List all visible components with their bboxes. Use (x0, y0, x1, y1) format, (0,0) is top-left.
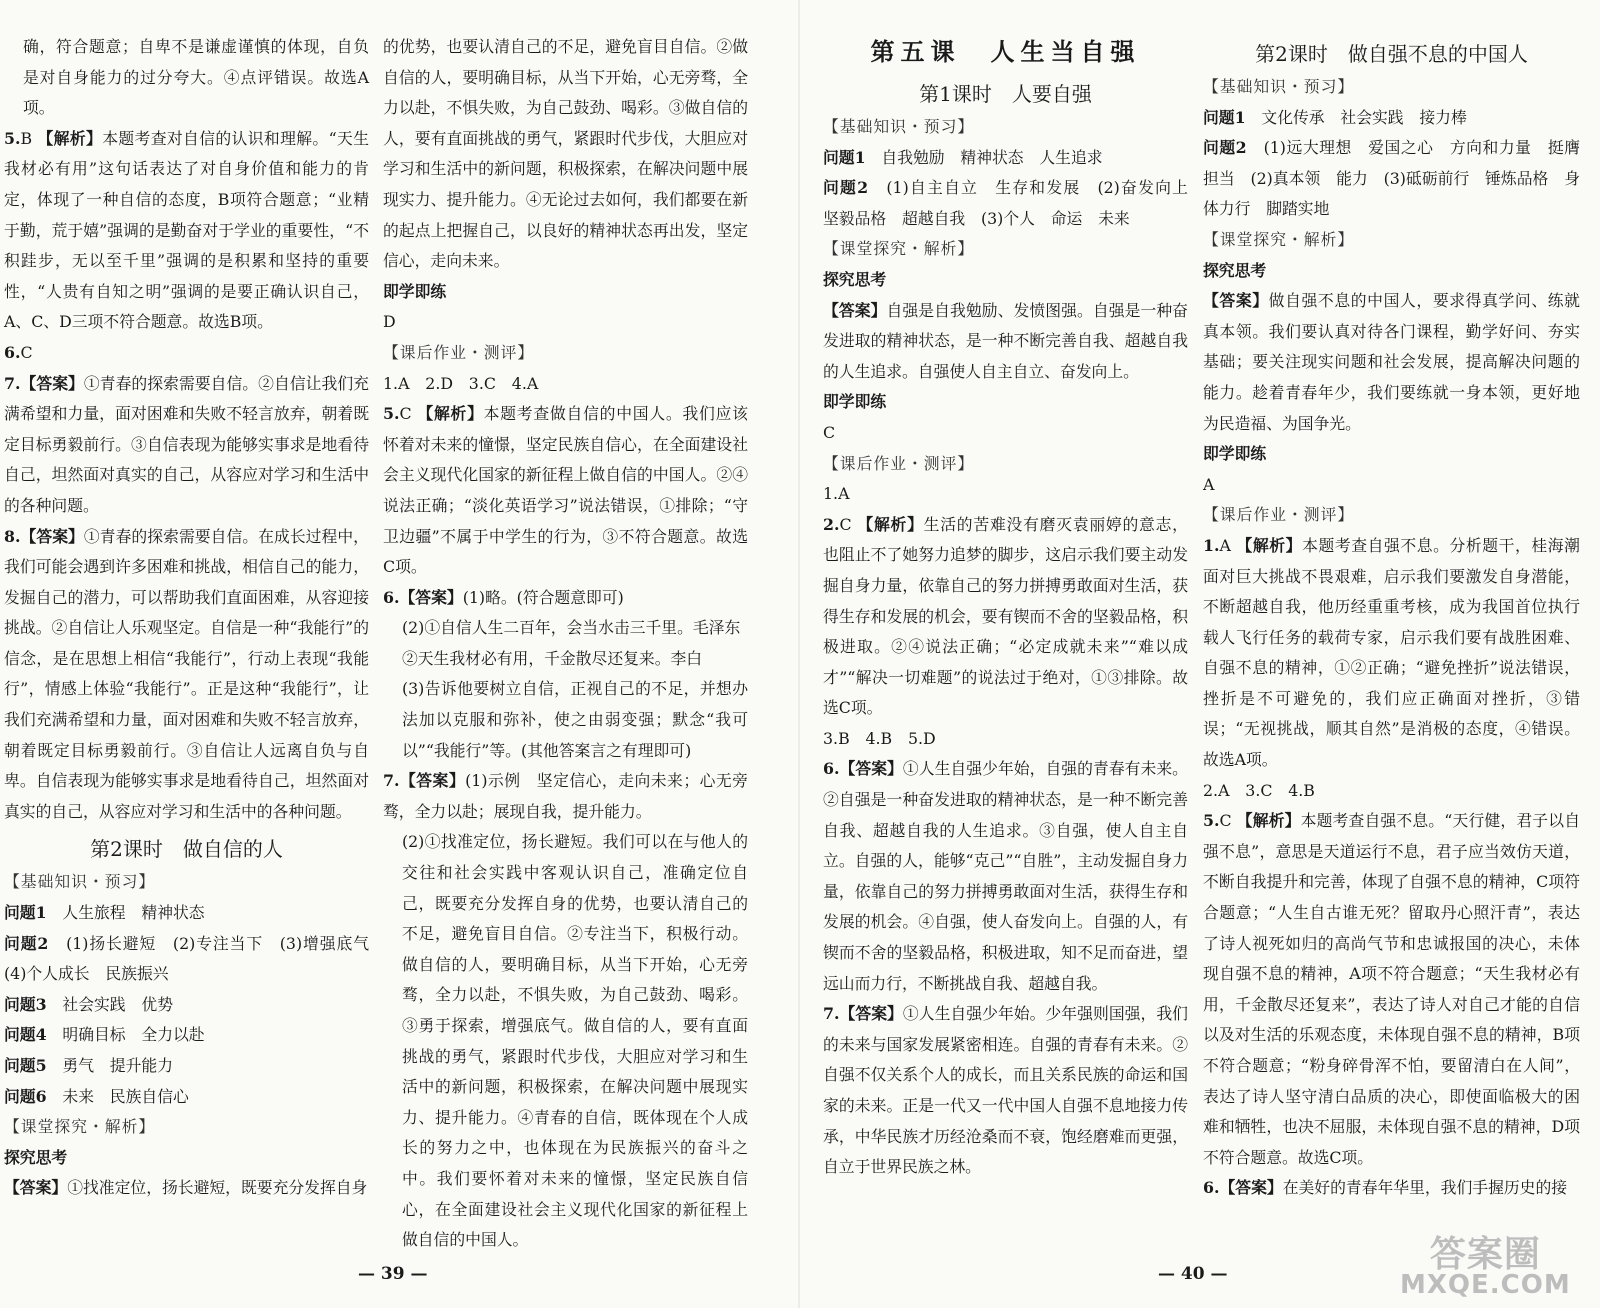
answer-item (1203, 531, 1580, 776)
answer-item (823, 724, 1188, 755)
answer-tag: 【答案】 (20, 373, 84, 393)
section-label: 【课堂探究・解析】 (823, 239, 975, 259)
question-label: 问题2 (1203, 138, 1247, 158)
answer-item (1203, 806, 1580, 1173)
answer-item (4, 338, 369, 369)
item-text: (2)①自信人生二百年，会当水击三千里。毛泽东 (401, 618, 741, 638)
answer-tag: 【答案】 (4, 1178, 68, 1198)
answer-tag: 【解析】 (1236, 535, 1303, 555)
question-label: 问题1 (1203, 107, 1246, 127)
item-text: 生活的苦难没有磨灭袁丽婷的意志，也阻止不了她努力追梦的脚步，这启示我们要主动发掘自身力量，依靠自己的努力拼搏勇敢面对生活，获得生存和发展的机会，要有锲而不舍的坚毅品格，积极进取。②④说法正确；“必定成就未来”“难以成才”“解决一切难题”的说法过于绝对，①③排除。故选C项。 (823, 514, 1188, 718)
item-number: 2. (823, 514, 840, 534)
item-number: 7. (823, 1004, 840, 1024)
lesson-heading: 第五课 人生当自强 (870, 37, 1141, 66)
answer-item (4, 32, 369, 124)
subheading: 探究思考 (823, 269, 887, 289)
question-label: 问题4 (4, 1025, 47, 1045)
question-label: 问题3 (4, 994, 47, 1014)
item-number: 6. (383, 587, 400, 607)
item-choice: B (20, 128, 33, 148)
answer-item (4, 898, 369, 929)
answer-item (823, 143, 1188, 174)
item-text: 本题考查做自信的中国人。我们应该怀着对未来的憧憬，坚定民族自信心，在全面建设社会主义现代化国家的新征程上做自信的中国人。②④说法正确；“淡化英语学习”说法错误，①排除；“守卫边疆”不属于中学生的行为，③不符合题意。故选C项。 (383, 404, 748, 577)
answer-item (4, 929, 385, 990)
item-text: 3.B 4.B 5.D (823, 728, 936, 748)
section-label: 【课后作业・测评】 (383, 342, 535, 362)
section-label: 【课堂探究・解析】 (1203, 229, 1355, 249)
answer-item (823, 418, 1188, 449)
question-label: 问题1 (4, 903, 47, 923)
subheading: 探究思考 (4, 1147, 68, 1167)
item-number: 8. (4, 526, 21, 546)
item-text: (2)①找准定位，扬长避短。我们可以在与他人的交往和社会实践中客观认识自己，准确定位自己，既要充分发挥自身的优势，也要认清自己的不足，避免盲目自信。②专注当下，积极行动。做自信的人，要明确目标，从当下开始，心无旁骛，全力以赴，不惧失败，为自己鼓劲、喝彩。③勇于探索，增强底气。做自信的人，要有直面挑战的勇气，紧跟时代步伐，大胆应对学习和生活中的新问题，积极探索，在解决问题中展现实力、提升能力。④青春的自信，既体现在个人成长的努力之中，也体现在为民族振兴的奋斗之中。我们要怀着对未来的憧憬，坚定民族自信心，在全面建设社会主义现代化国家的新征程上做自信的中国人。 (401, 832, 748, 1250)
answer-item (383, 399, 748, 583)
answer-item (1203, 776, 1580, 807)
answer-item (383, 766, 748, 827)
item-text: 1.A 2.D 3.C 4.A (383, 373, 539, 393)
answer-item (1203, 470, 1580, 501)
answer-item (383, 613, 748, 644)
answer-item (823, 296, 1188, 388)
item-text: ①人生自强少年始，自强的青春有未来。②自强是一种奋发进取的精神状态，是一种不断完善自我、超越自我的人生追求。③自强，使人自主自立。自强的人，能够“克己”“自胜”，主动发掘自身力量，依靠自己的努力拼搏勇敢面对生活，获得生存和发展的机会。④自强，使人奋发向上。自强的人，有锲而不舍的坚毅品格，积极进取，知不足而奋进，望远山而力行，不断挑战自我、超越自我。 (823, 759, 1188, 993)
item-number: 6. (4, 342, 21, 362)
lesson-title: 第2课时 做自信的人 (90, 837, 283, 862)
answer-item (383, 644, 748, 675)
answer-item (1203, 1173, 1580, 1204)
answer-tag: 【答案】 (839, 1004, 903, 1024)
column-1 (4, 32, 385, 1204)
item-text: 在美好的青春年华里，我们手握历史的接 (1282, 1178, 1568, 1198)
item-text: 未来 民族自信心 (62, 1086, 189, 1106)
item-text: 本题考查自强不息。“天行健，君子以自强不息”，意思是天道运行不息，君子应当效仿天道，不断自我提升和完善，体现了自强不息的精神，C项符合题意；“人生自古谁无死？留取丹心照汗青”，表达了诗人视死如归的高尚气节和忠诚报国的决心，未体现自强不息的精神，A项不符合题意；“天生我材必有用，千金散尽还复来”，表达了诗人对自己才能的自信以及对生活的乐观态度，未体现自强不息的精神，B项不符合题意；“粉身碎骨浑不怕，要留清白在人间”，表达了诗人坚守清白品质的决心，即使面临极大的困难和牺牲，也决不屈服，未体现自强不息的精神，D项不符合题意。故选C项。 (1203, 811, 1580, 1167)
question-label: 问题1 (823, 147, 866, 167)
page-number-right: — 40 — (1158, 1264, 1228, 1284)
answer-item (4, 1020, 369, 1051)
item-text: (1)远大理想 爱国之心 方向和力量 挺膺担当 (2)真本领 能力 (3)砥砺前行 锤炼品格 身体力行 脚踏实地 (1203, 138, 1580, 219)
answer-tag: 【答案】 (839, 759, 903, 779)
section-label: 【课堂探究・解析】 (4, 1117, 156, 1137)
answer-tag: 【答案】 (1219, 1178, 1283, 1198)
section-label: 【基础知识・预习】 (4, 872, 156, 892)
lesson-title: 第1课时 人要自强 (919, 82, 1092, 106)
item-number: 1. (1203, 535, 1220, 555)
answer-item (4, 1173, 369, 1204)
item-text: 文化传承 社会实践 接力棒 (1261, 107, 1467, 127)
answer-item (823, 999, 1188, 1183)
item-text: 自我勉励 精神状态 人生追求 (881, 147, 1103, 167)
answer-item (383, 827, 748, 1255)
item-number: 6. (823, 759, 840, 779)
question-label: 问题2 (823, 178, 869, 198)
question-label: 问题6 (4, 1086, 47, 1106)
item-text: 本题考查自强不息。分析题干，桂海潮面对巨大挑战不畏艰难，启示我们要激发自身潜能，不断超越自我，他历经重重考核，成为我国首位执行载人飞行任务的载荷专家，启示我们要有战胜困难、自强不息的精神，①②正确；“避免挫折”说法错误，挫折是不可避免的，我们应正确面对挫折，③错误；“无视挑战，顺其自然”是消极的态度，④错误。故选A项。 (1203, 535, 1580, 770)
answer-item (823, 754, 1188, 999)
subheading: 探究思考 (1203, 260, 1267, 280)
item-text: ②天生我材必有用，千金散尽还复来。李白 (401, 648, 703, 668)
answer-item (1203, 286, 1580, 439)
page-number-left: — 39 — (358, 1264, 428, 1284)
answer-item (383, 32, 748, 277)
answer-item (383, 674, 748, 766)
answer-item (383, 307, 748, 338)
item-text: 人生旅程 精神状态 (62, 903, 205, 923)
question-label: 问题2 (4, 933, 49, 953)
answer-item (823, 479, 1188, 510)
item-text: 1.A (823, 484, 850, 504)
item-number: 5. (383, 404, 400, 424)
answer-tag: 【答案】 (399, 771, 466, 791)
section-label: 【基础知识・预习】 (1203, 77, 1355, 96)
item-number: 5. (1203, 811, 1220, 831)
answer-tag: 【解析】 (857, 514, 924, 534)
item-number: 7. (383, 771, 400, 791)
item-text: 自强是自我勉励、发愤图强。自强是一种奋发进取的精神状态，是一种不断完善自我、超越自我的人生追求。自强使人自主自立、奋发向上。 (823, 300, 1188, 381)
lesson-title: 第2课时 做自强不息的中国人 (1255, 42, 1528, 66)
answer-item (1203, 103, 1580, 134)
answer-item (383, 369, 748, 400)
subheading: 即学即练 (823, 392, 887, 412)
item-text: (3)告诉他要树立自信，正视自己的不足，并想办法加以克服和弥补，使之由弱变强；默念“我可以”“我能行”等。(其他答案言之有理即可) (401, 679, 748, 760)
item-choice: A (1219, 535, 1231, 555)
item-text: 确，符合题意；自卑不是谦虚谨慎的体现，自负是对自身能力的过分夸大。④点评错误。故选A项。 (22, 37, 369, 118)
section-label: 【课后作业・测评】 (1203, 505, 1355, 525)
item-choice: C (20, 342, 33, 362)
item-text: 的优势，也要认清自己的不足，避免盲目自信。②做自信的人，要明确目标，从当下开始，心无旁骛，全力以赴，不惧失败，为自己鼓劲、喝彩。③做自信的人，要有直面挑战的勇气，紧跟时代步伐，大胆应对学习和生活中的新问题，积极探索，在解决问题中展现实力、提升能力。④无论过去如何，我们都要在新的起点上把握自己，以良好的精神状态再出发，坚定信心，走向未来。 (383, 37, 748, 271)
item-text: ①青春的探索需要自信。②自信让我们充满希望和力量，面对困难和失败不轻言放弃，朝着既定目标勇毅前行。③自信表现为能够实事求是地看待自己，坦然面对真实的自己，从容应对学习和生活中的各种问题。 (4, 373, 369, 515)
subheading: 即学即练 (383, 281, 447, 301)
answer-tag: 【解析】 (37, 128, 103, 148)
answer-item (1203, 133, 1580, 225)
answer-item (383, 583, 748, 614)
page-gutter (798, 0, 800, 1308)
item-text: 社会实践 优势 (62, 994, 173, 1014)
item-text: 2.A 3.C 4.B (1203, 780, 1315, 800)
item-text: ①人生自强少年始。少年强则国强，我们的未来与国家发展紧密相连。自强的青春有未来。②自强不仅关系个人的成长，而且关系民族的命运和国家的未来。正是一代又一代中国人自强不息地接力传承，中华民族才历经沧桑而不衰，饱经磨难而更强，自立于世界民族之林。 (823, 1004, 1188, 1177)
answer-item (4, 990, 369, 1021)
item-text: (1)略。(符合题意即可) (462, 587, 624, 607)
item-text: A (1203, 474, 1215, 494)
column-3 (823, 32, 1204, 1183)
section-label: 【课后作业・测评】 (823, 453, 975, 473)
item-text: 做自强不息的中国人，要求得真学问、练就真本领。我们要认真对待各门课程，勤学好问、夯实基础；要关注现实问题和社会发展，提高解决问题的能力。趁着青春年少，我们要练就一身本领，更好地为民造福、为国争光。 (1203, 291, 1580, 433)
item-choice: C (1219, 811, 1232, 831)
question-label: 问题5 (4, 1056, 47, 1075)
section-label: 【基础知识・预习】 (823, 117, 975, 136)
item-number: 5. (4, 128, 21, 148)
item-text: (1)示例 坚定信心，走向未来；心无旁骛，全力以赴；展现自我，提升能力。 (383, 771, 748, 821)
answer-tag: 【解析】 (417, 404, 484, 424)
answer-tag: 【答案】 (823, 300, 887, 320)
watermark-logo: 答案圈 MXQE.COM (1400, 1234, 1571, 1300)
answer-tag: 【答案】 (1203, 291, 1269, 311)
answer-item (823, 510, 1188, 724)
item-choice: C (399, 404, 412, 424)
item-text: D (383, 312, 396, 332)
answer-item (4, 1082, 369, 1113)
item-text: 本题考查对自信的认识和理解。“天生我材必有用”这句话表达了对自身价值和能力的肯定，体现了一种自信的态度，B项符合题意；“业精于勤，荒于嬉”强调的是勤奋对于学业的重要性，“不积跬步，无以至千里”强调的是积累和坚持的重要性，“人贵有自知之明”强调的是要正确认识自己，A、C、D三项不符合题意。故选B项。 (4, 128, 369, 332)
answer-item (4, 124, 369, 338)
item-text: 勇气 提升能力 (62, 1056, 173, 1075)
item-text: 明确目标 全力以赴 (62, 1025, 205, 1045)
column-4 (1203, 32, 1580, 1204)
item-text: (1)扬长避短 (2)专注当下 (3)增强底气 (4)个人成长 民族振兴 (4, 933, 385, 984)
item-number: 7. (4, 373, 21, 393)
item-number: 6. (1203, 1178, 1220, 1198)
item-text: ①青春的探索需要自信。在成长过程中，我们可能会遇到许多困难和挑战，相信自己的能力，发掘自己的潜力，可以帮助我们直面困难，从容迎接挑战。②自信让人乐观坚定。自信是一种“我能行”的信念，是在思想上相信“我能行”，行动上表现“我能行”，情感上体验“我能行”。正是这种“我能行”，让我们充满希望和力量，面对困难和失败不轻言放弃，朝着既定目标勇毅前行。③自信让人远离自负与自卑。自信表现为能够实事求是地看待自己，坦然面对真实的自己，从容应对学习和生活中的各种问题。 (4, 526, 369, 821)
answer-tag: 【解析】 (1236, 811, 1301, 831)
answer-tag: 【答案】 (399, 587, 463, 607)
subheading: 即学即练 (1203, 444, 1267, 464)
answer-item (4, 369, 369, 522)
column-2 (383, 32, 748, 1256)
item-text: ①找准定位，扬长避短，既要充分发挥自身 (67, 1178, 368, 1198)
item-choice: C (839, 514, 852, 534)
answer-item (4, 522, 369, 828)
answer-item (4, 1051, 369, 1082)
answer-tag: 【答案】 (20, 526, 84, 546)
item-text: (1)自主自立 生存和发展 (2)奋发向上 坚毅品格 超越自我 (3)个人 命运 未来 (823, 178, 1204, 228)
answer-item (823, 173, 1204, 234)
item-text: C (823, 422, 836, 442)
